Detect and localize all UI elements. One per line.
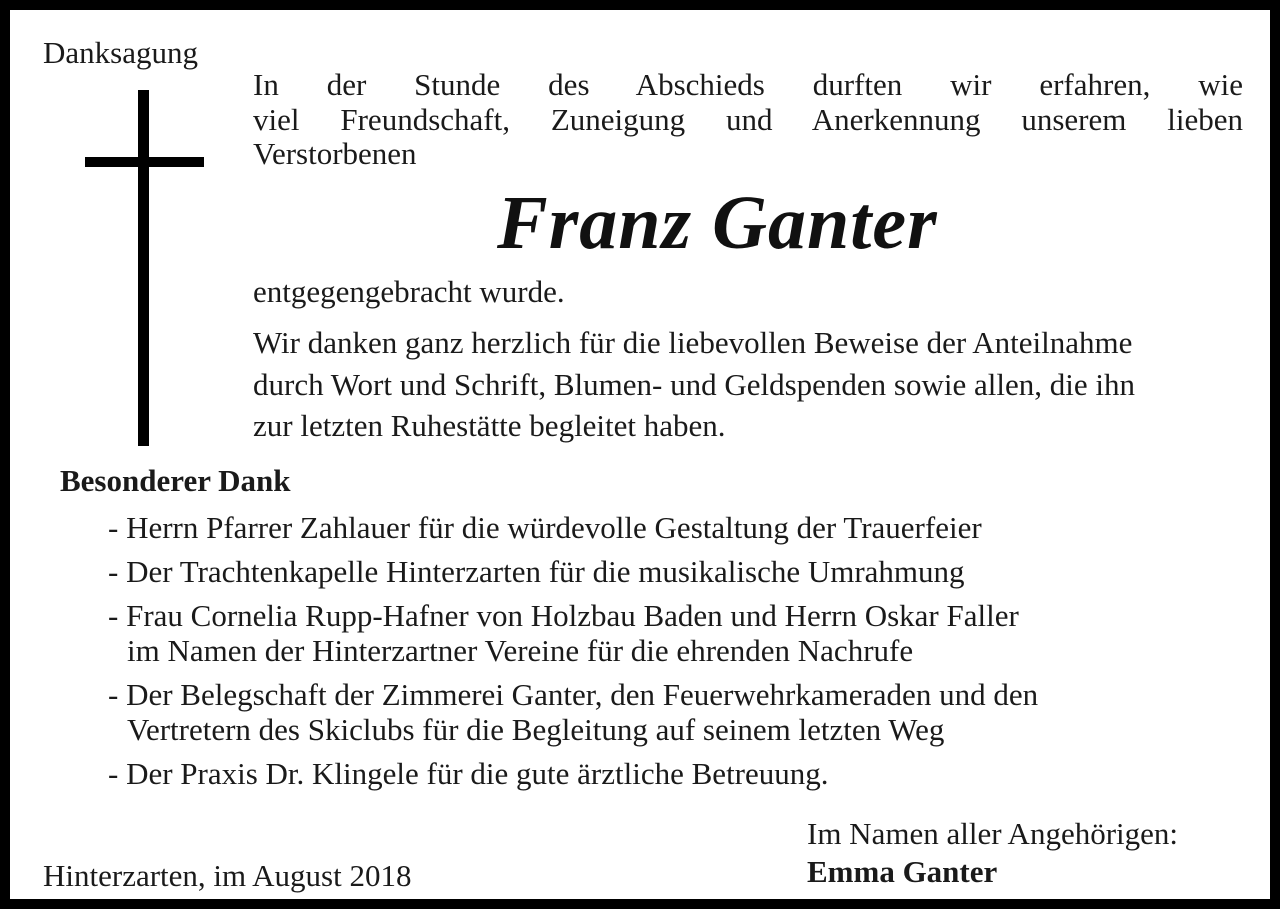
list-item [108,554,965,589]
list-item [108,756,829,791]
thanks-paragraph [253,322,1135,447]
list-item-line: - Der Belegschaft der Zimmerei Ganter, den Feuerwehrkameraden und den [108,677,1039,712]
signatory-name: Emma Ganter [807,854,998,889]
cross-horizontal-bar [85,157,204,167]
cross-vertical-bar [138,90,149,446]
special-thanks-heading: Besonderer Dank [60,463,291,498]
intro-paragraph [253,68,1243,172]
thanks-line-1: Wir danken ganz herzlich für die liebevollen Beweise der Anteilnahme [253,325,1133,360]
list-item [108,598,1019,668]
list-item [108,677,1038,747]
deceased-name: Franz Ganter [497,181,938,265]
list-item-continuation: Vertretern des Skiclubs für die Begleitung auf seinem letzten Weg [127,712,945,747]
on-behalf-line: Im Namen aller Angehörigen: [807,816,1179,851]
list-item-continuation: im Namen der Hinterzartner Vereine für die ehrenden Nachrufe [127,633,914,668]
intro-line-1: In der Stunde des Abschieds durften wir erfahren, wie [253,67,1243,102]
intro-line-3: Verstorbenen [253,136,417,171]
notice-title: Danksagung [43,35,198,70]
intro-closing: entgegengebracht wurde. [253,274,565,309]
thanks-line-2: durch Wort und Schrift, Blumen- und Geldspenden sowie allen, die ihn [253,366,1135,402]
place-and-date: Hinterzarten, im August 2018 [43,858,412,893]
intro-line-2: viel Freundschaft, Zuneigung und Anerkennung unserem lieben [253,101,1243,137]
list-item-line: - Der Praxis Dr. Klingele für die gute ärztliche Betreuung. [108,756,829,791]
list-item [108,510,982,545]
list-item-line: - Frau Cornelia Rupp-Hafner von Holzbau Baden und Herrn Oskar Faller [108,598,1019,633]
thanks-line-3: zur letzten Ruhestätte begleitet haben. [253,408,726,443]
list-item-line: - Herrn Pfarrer Zahlauer für die würdevolle Gestaltung der Trauerfeier [108,510,982,545]
list-item-line: - Der Trachtenkapelle Hinterzarten für die musikalische Umrahmung [108,554,965,589]
